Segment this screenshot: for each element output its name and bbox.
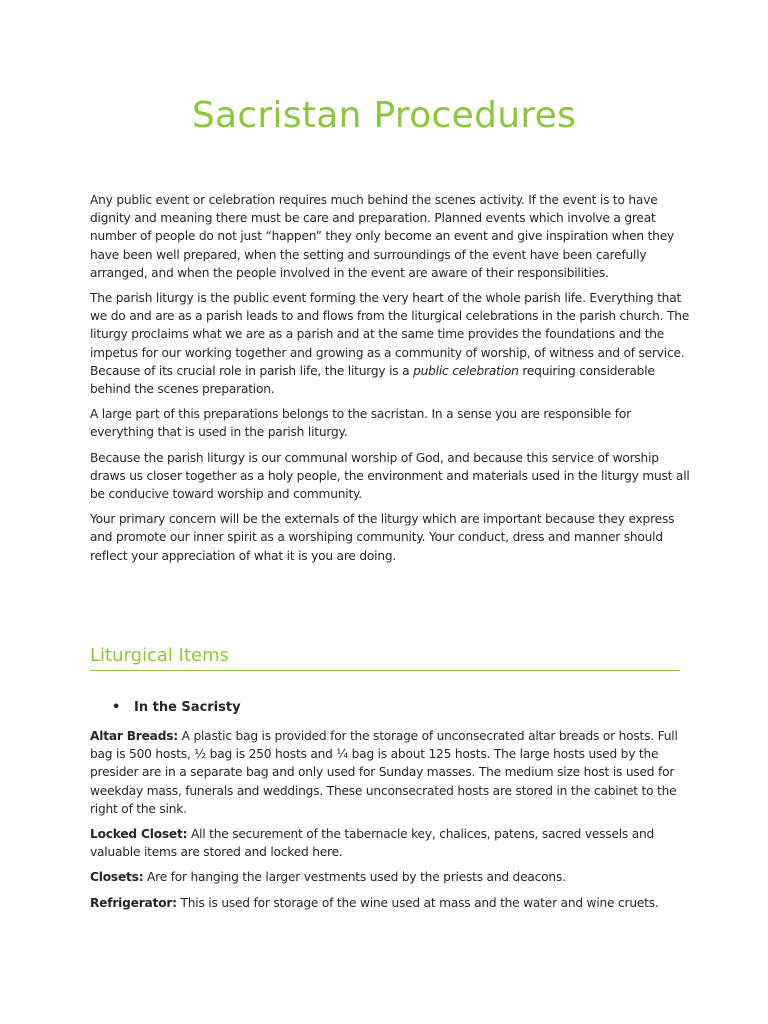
item-text: All the securement of the tabernacle key, chalices, patens, sacred vessels and valuable items are stored and locked here. <box>90 827 655 860</box>
item-text: Are for hanging the larger vestments used by the priests and deacons. <box>143 870 566 885</box>
item-paragraph <box>90 727 690 818</box>
bullet-label: In the Sacristy <box>134 700 241 715</box>
items-section <box>90 727 690 919</box>
paragraph: A large part of this preparations belongs to the sacristan. In a sense you are responsible for everything that is used in the parish liturgy. <box>90 407 631 440</box>
item-text: This is used for storage of the wine used at mass and the water and wine cruets. <box>176 895 659 910</box>
item-paragraph <box>90 868 690 886</box>
item-term: Locked Closet: <box>90 827 188 842</box>
paragraph: Your primary concern will be the externals of the liturgy which are important because they express and promote our inner spirit as a worshiping community. Your conduct, dress and manner should reflect your appreciation of what it is you are doing. <box>90 512 675 563</box>
intro-section <box>90 191 690 572</box>
item-term: Altar Breads: <box>90 729 178 743</box>
item-text: A plastic bag is provided for the storage of unconsecrated altar breads or hosts. Full bag is 500 hosts, ½ bag is 250 hosts and ¼ bag is about 125 hosts. The large hosts used by the presider are in a separate bag and only used for Sunday masses. The medium size host is used for weekday mass, funerals and weddings. These unconsecrated hosts are stored in the cabinet to the right of the sink. <box>90 729 678 816</box>
paragraph-text: The parish liturgy is the public event forming the very heart of the whole parish life. Everything that we do and are as a parish leads to and flows from the liturgical celebrations in the parish church. The liturgy proclaims what we are as a parish and at the same time provides the foundations and the impetus for our working together and growing as a community of worship, of witness and of service. Because of its crucial role in parish life, the liturgy is a <box>90 291 690 378</box>
paragraph <box>90 289 690 398</box>
italic-phrase: public celebration <box>413 363 519 378</box>
paragraph: Any public event or celebration requires much behind the scenes activity. If the event is to have dignity and meaning there must be care and preparation. Planned events which involve a great number of people do not just “happen” they only become an event and give inspiration when they have been well prepared, when the setting and surroundings of the event have been carefully arranged, and when the people involved in the event are aware of their responsibilities. <box>90 193 675 280</box>
paragraph-text: requiring considerable behind the scenes preparation. <box>90 363 655 397</box>
section-heading: Liturgical Items <box>90 644 680 671</box>
item-paragraph <box>90 825 690 861</box>
page-title: Sacristan Procedures <box>191 95 577 136</box>
bullet-icon: • <box>112 700 121 715</box>
item-term: Closets: <box>90 870 144 885</box>
item-paragraph <box>90 894 690 912</box>
bullet-item <box>112 699 241 717</box>
paragraph: Because the parish liturgy is our communal worship of God, and because this service of worship draws us closer together as a holy people, the environment and materials used in the liturgy must all be conducive toward worship and community. <box>90 450 690 502</box>
item-term: Refrigerator: <box>90 895 177 910</box>
